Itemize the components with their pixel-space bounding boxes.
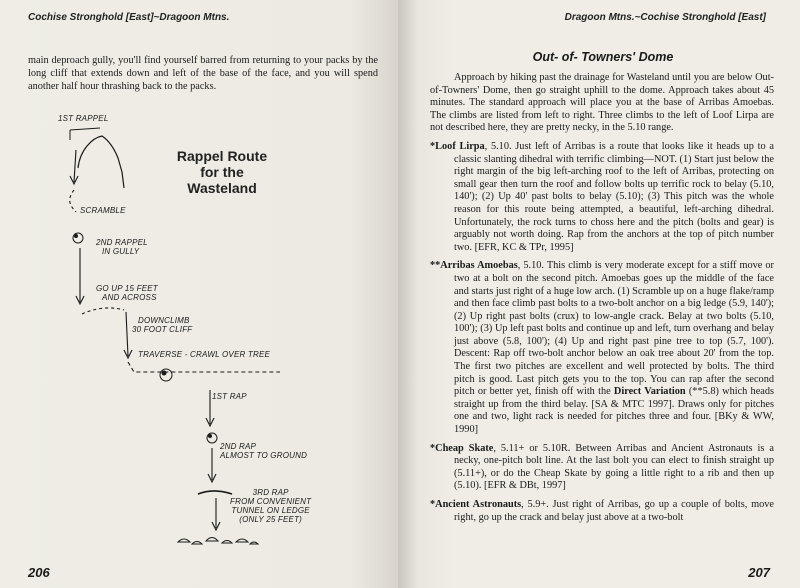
scramble-path — [70, 190, 76, 212]
ledge-line — [198, 491, 232, 494]
diagram-title-line: Rappel Route — [176, 148, 268, 164]
route-description: , 5.10. This climb is very moderate except for a stiff move or two at a bolt on the second pitch. Amoebas goes up the middle of the face and starts just right of a huge low arch. (1) Scramble up on a huge flake/ramp and then face climb past bolts to a two-bolt anchor on a big ledge (5.9, 140'); (2) Up right past bolts (crux) to low-angle crack. Belay at two bolts (5.10, 100'); (3) Up left past bolts and continue up and left, turn overhang and belay just above (5.8, 100'); (4) Up and right past pine tree to top (5.7, 100'). Descent: Rap off two-bolt anchor below an oak tree about 20' from the top. The first two pitches are excellent and well protected by bolts. The third pitch is good. Last pitch gets you to the top. You can rap after the second pitch or better yet, finish off with the — [454, 260, 774, 398]
label-go-up — [96, 284, 158, 302]
tree-icon-detail — [74, 234, 78, 238]
route-name: **Arribas Amoebas — [430, 260, 518, 272]
label-line: IN GULLY — [102, 247, 140, 256]
route-description: , 5.10. Just left of Arribas is a route that looks like it heads up to a classic slanting dihedral with terrific climbing—NOT. (1) Start just below the right margin of the big left-arching roof to the left of Arribas, protecting on small gear then turn the roof and follow bolts up terrific rock to belay (5.10, 140'); (2) Up 40' past bolts to belay (5.10); (3) This pitch was the whole reason for this route being attempted, a beautiful, left-arching dihedral. Unfortunately, the rock turns to choss here and the pitch (bolts and gear) is arguably not worth doing. Rap from the anchors at the top of pitch number two. [EFR, KC & TPr, 1995] — [454, 140, 774, 253]
diagram-title-line: for the — [200, 164, 244, 180]
label-1st-rappel: 1ST RAPPEL — [58, 114, 109, 123]
route-name: *Cheap Skate — [430, 442, 494, 454]
label-line: 2ND RAPPEL — [96, 238, 148, 247]
route-name: *Ancient Astronauts — [430, 499, 522, 510]
traverse-path — [128, 362, 280, 372]
variation-name: Direct Variation — [613, 386, 686, 398]
route-entry — [430, 443, 774, 493]
label-scramble: SCRAMBLE — [80, 206, 126, 215]
diagram-title — [168, 148, 276, 196]
left-page — [0, 0, 398, 588]
right-running-head: Dragoon Mtns.~Cochise Stronghold [East] — [564, 12, 766, 23]
label-line: GO UP 15 FEET — [96, 284, 158, 293]
tree-icon-detail — [162, 371, 167, 376]
left-running-head: Cochise Stronghold [East]~Dragoon Mtns. — [28, 12, 230, 23]
route-descriptions — [430, 72, 774, 530]
label-line: FROM CONVENIENT — [230, 497, 312, 506]
right-page — [398, 0, 800, 588]
route-description: , 5.9+. Just right of Arribas, go up a couple of bolts, move right, go up the crack and belay just above at a two-bolt — [454, 499, 774, 523]
diagram-title-line: Wasteland — [187, 180, 257, 196]
approach-paragraph: Approach by hiking past the drainage for Wasteland until you are below Out-of-Towners' Dome, then go straight uphill to the dome. Approach takes about 45 minutes. The standard approach will place you at the base of Arribas Amoebas. The climbs are listed from left to right. Three climbs to the left of Loof Lirpa are not described here, they are pretty necky, in the 5.10 range. — [430, 72, 774, 134]
label-line: 2ND RAP — [220, 442, 257, 451]
route-description-cont: (**5.8) which heads straight up from the third belay. [SA & MTC 1997]. Draws only for pitches one and two, light rack is needed for pitches three and four. [BKy & WW, 1990] — [454, 386, 775, 436]
label-1st-rap: 1ST RAP — [212, 392, 247, 401]
label-line: (ONLY 25 FEET) — [239, 515, 303, 524]
tree-icon — [207, 433, 217, 443]
tree-icon-detail — [208, 434, 212, 438]
go-up-path — [82, 308, 124, 314]
rock-outline-1 — [78, 136, 124, 188]
label-line: 3RD RAP — [252, 488, 289, 497]
label-line: AND ACROSS — [102, 293, 157, 302]
tree-icon — [73, 233, 83, 243]
rappel-route-diagram — [40, 110, 360, 560]
downclimb-line — [126, 312, 128, 356]
label-line: DOWNCLIMB — [138, 316, 190, 325]
label-traverse: TRAVERSE - CRAWL OVER TREE — [138, 350, 271, 359]
label-2nd-rap — [220, 442, 307, 460]
tree-icon — [160, 369, 172, 381]
route-entry — [430, 499, 774, 524]
left-page-number: 206 — [28, 565, 50, 580]
ground-rocks — [178, 538, 258, 545]
route-entry — [430, 260, 774, 436]
route-name: *Loof Lirpa — [430, 140, 485, 152]
label-line: 30 FOOT CLIFF — [132, 325, 193, 334]
route-entry — [430, 141, 774, 254]
section-title: Out- of- Towners' Dome — [532, 50, 674, 64]
label-line: ALMOST TO GROUND — [220, 451, 308, 460]
route-description: , 5.11+ or 5.10R. Between Arribas and Ancient Astronauts is a necky, one-pitch bolt line. At the last bolt you can elect to finish straight up (5.11+), or do the Cheap Skate by going a little right to a rib and then up (5.10). [EFR & DBt, 1997] — [454, 442, 774, 492]
left-paragraph: main deproach gully, you'll find yourself barred from returning to your packs by the long cliff that extends down and left of the base of the face, and you will spend another half hour thrashing back to the packs. — [28, 55, 378, 92]
label-2nd-rappel — [96, 238, 148, 256]
label-line: TUNNEL ON LEDGE — [231, 506, 310, 515]
right-page-number: 207 — [748, 565, 770, 580]
rope-rappel-1 — [74, 150, 76, 182]
label-3rd-rap — [230, 488, 311, 524]
label-downclimb — [132, 316, 192, 334]
